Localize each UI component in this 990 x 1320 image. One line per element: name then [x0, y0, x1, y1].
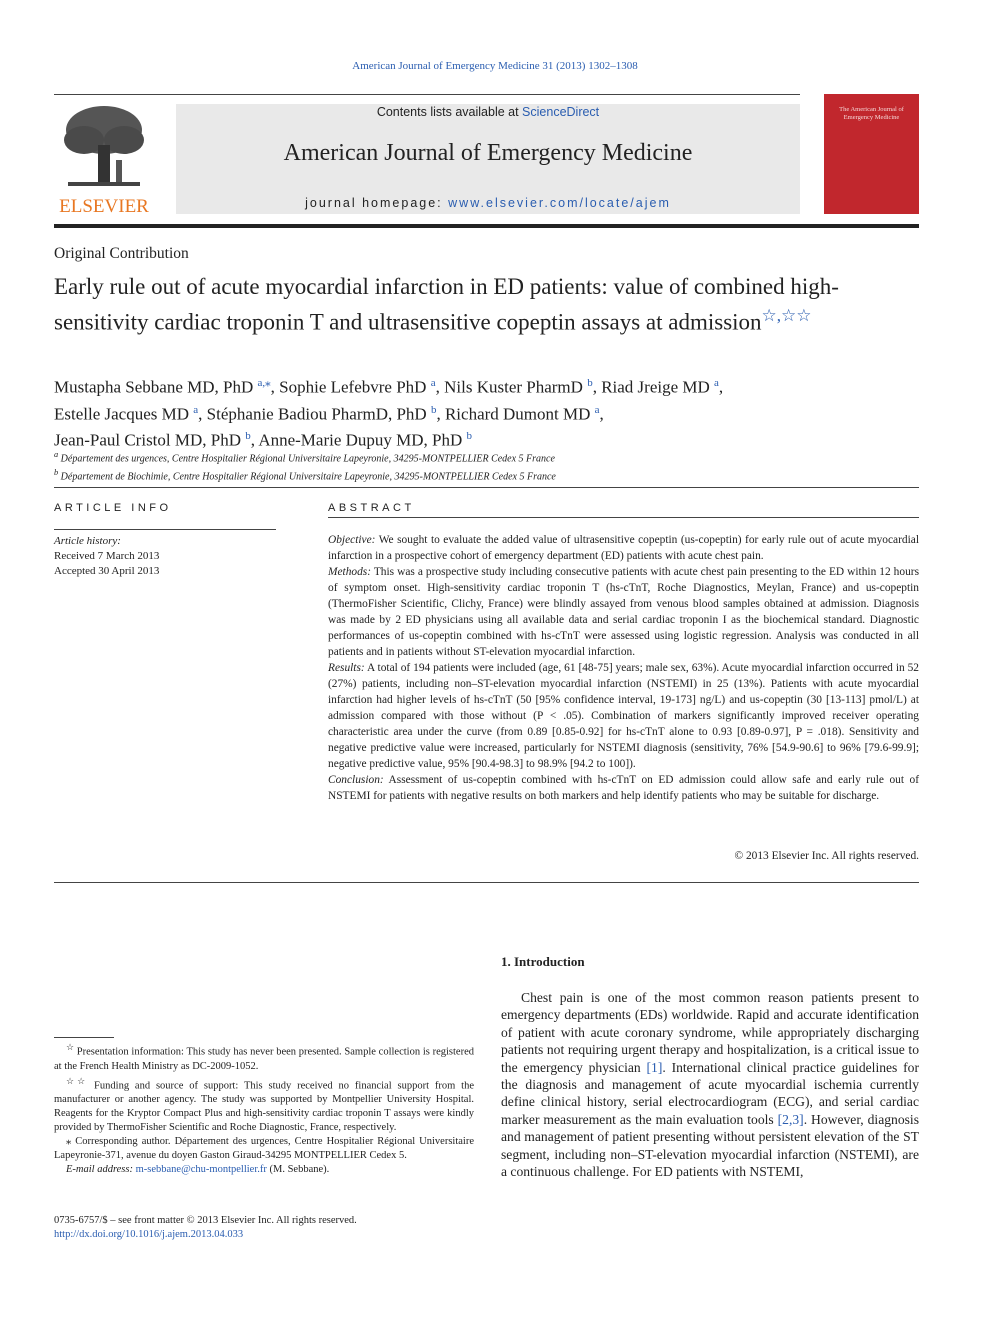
author-affiliation-mark[interactable]: b [466, 430, 473, 443]
affiliation-b: $^b$ Département de Biochimie, Centre Hospitalier Régional Universitaire Lapeyronie, 34295-MONTPELLIER Cedex 5 France [54, 468, 556, 483]
elsevier-wordmark: ELSEVIER [59, 196, 149, 216]
author-separator: , [270, 377, 280, 397]
article-title: Early rule out of acute myocardial infarction in ED patients: value of combined high-sensitivity cardiac troponin T and ultrasensitive copeptin assays at admission☆,☆☆ [54, 274, 839, 335]
header-top-rule [54, 94, 800, 95]
sciencedirect-link[interactable]: ScienceDirect [522, 105, 600, 119]
footnote-rule [54, 1037, 114, 1038]
section-type: Original Contribution [54, 245, 189, 262]
journal-cover-thumbnail [824, 94, 919, 214]
footnote-funding: ☆☆ Funding and source of support: This study received no financial support from the manufacturer or another agency. The study was supported by Montpellier University Hospital. Reagents for the Kryptor Compact Plus and high-sensitivity cardiac troponin T assays were kindly provided by ThermoFisher Scientific and Roche Diagnostic, France, respectively. [54, 1075, 474, 1133]
author-list [54, 372, 924, 452]
front-matter [54, 1214, 357, 1242]
author-affiliation-mark[interactable]: a [430, 377, 436, 389]
author-name: Jean-Paul Cristol MD, PhD [54, 430, 241, 450]
author-separator: , [250, 430, 259, 450]
author-separator: , [599, 404, 604, 424]
article-info-heading: ARTICLE INFO [54, 502, 172, 514]
affiliation-a: $^a$ Département des urgences, Centre Hospitalier Régional Universitaire Lapeyronie, 34295-MONTPELLIER Cedex 5 France [54, 450, 555, 465]
journal-name: American Journal of Emergency Medicine [283, 140, 693, 166]
author-separator: , [198, 404, 207, 424]
email-link[interactable]: m-sebbane@chu-montpellier.fr [135, 1164, 267, 1175]
contents-line: Contents lists available at ScienceDirect [376, 105, 600, 119]
author-affiliation-mark[interactable]: a [714, 377, 719, 389]
elsevier-logo [54, 100, 154, 216]
journal-homepage-link[interactable]: www.elsevier.com/locate/ajem [448, 196, 671, 210]
abstract-copyright: © 2013 Elsevier Inc. All rights reserved. [734, 850, 919, 862]
article-history [54, 534, 159, 579]
abstract-heading: ABSTRACT [328, 502, 415, 514]
abstract-bottom-rule [54, 882, 919, 883]
abstract-methods: Methods: This was a prospective study including consecutive patients with acute chest pain presenting to the ED within 12 hours of symptom onset. High-sensitivity cardiac troponin T (hs-cTnT, Roche Diagnostics, Meylan, France) and us-copeptin (ThermoFisher Scientific, Clichy, France) were blindly assayed from venous blood samples obtained at admission. Diagnosis was made by 2 ED physicians using all available data and serial cardiac troponin I as the biochemical standard. Diagnostic performances of us-copeptin combined with hs-cTnT were assessed using logistic regression. Analysis was conducted in all patients and in patients without ST-elevation myocardial infarction. [328, 566, 919, 658]
affiliation-rule [54, 487, 919, 488]
author-affiliation-mark[interactable]: a [193, 403, 199, 416]
author-name: Anne-Marie Dupuy MD, PhD [258, 430, 463, 450]
author-affiliation-mark[interactable]: b [430, 403, 437, 416]
title-footnote-marks[interactable]: ☆,☆☆ [761, 305, 812, 325]
issn-line: 0735-6757/$ – see front matter © 2013 Elsevier Inc. All rights reserved. [54, 1215, 357, 1226]
abstract-results: Results: A total of 194 patients were included (age, 61 [48-75] years; male sex, 63%). Acute myocardial infarction occurred in 52 (27%) patients, including non–ST-elevation myocardial infarction (NSTEMI) in 25 (13%). Patients with acute myocardial infarction had higher levels of hs-cTnT (50 [95% confidence interval, 19-173] ng/L) and us-copeptin (30 [13-113] pmol/L) at admission compared with those without (P < .05). Combination of markers significantly improved receiver operating characteristic area under the curve (from 0.89 [0.85-0.92] for hs-cTnT alone to 0.93 [0.89-0.97], P = .018). Sensitivity and negative predictive value were increased, particularly for NSTEMI diagnosis (sensitivity, 76% [54.9-90.6] to 96% [79.6-99.9]; negative predictive value, 95% [90.4-98.3] to 98.9% [94.2 to 100]). [328, 662, 919, 770]
abstract-conclusion: Conclusion: Assessment of us-copeptin combined with hs-cTnT on ED admission could allow safe and early rule out of NSTEMI for patients with negative results on both markers and help identify patients who may be suitable for discharge. [328, 774, 919, 802]
author-name: Sophie Lefebvre PhD [279, 377, 427, 397]
history-label: Article history: [54, 535, 121, 547]
author-name: Nils Kuster PharmD [444, 377, 583, 397]
author-affiliation-mark[interactable]: a [594, 403, 600, 416]
abstract-objective: Objective: We sought to evaluate the added value of ultrasensitive copeptin (us-copeptin) for early rule out of acute myocardial infarction in a prospective cohort of emergency department (ED) patients with acute chest pain. [328, 534, 919, 562]
homepage-line: journal homepage: www.elsevier.com/locate/ajem [305, 196, 671, 210]
header-thick-rule [54, 224, 919, 228]
author-name: Mustapha Sebbane MD, PhD [54, 377, 254, 397]
footnote-email: E-mail address: m-sebbane@chu-montpellier.fr (M. Sebbane). [66, 1164, 330, 1175]
reference-link[interactable]: [2,3] [777, 1111, 804, 1127]
footnote-presentation: ☆ Presentation information: This study has never been presented. Sample collection is registered at the French Health Ministry as DC-2009-1052. [54, 1042, 474, 1072]
abstract-body [328, 532, 919, 804]
author-affiliation-mark[interactable]: a,⁎ [257, 377, 271, 389]
author-name: Stéphanie Badiou PharmD, PhD [206, 404, 427, 424]
introduction-body: Chest pain is one of the most common reason patients present to emergency departments (EDs) worldwide. Rapid and accurate identification of patient with acute coronary syndrome, while appropriately discharging patients not requiring urgent therapy and hospitalization, is a critical issue to the emergency physician [1]. International clinical practice guidelines for the diagnosis and management of acute myocardial ischemia currently define clinical history, serial electrocardiogram (ECG), and serial cardiac marker measurement as the main evaluation tools [2,3]. However, diagnosis and management of patient presenting without persistent elevation of the ST segment, including non–ST-elevation myocardial infarction (NSTEMI), are a continuous challenge. For ED patients with NSTEMI, [501, 990, 919, 1180]
author-separator: , [436, 404, 445, 424]
reference-link[interactable]: [1] [646, 1059, 663, 1075]
author-affiliation-mark[interactable]: b [587, 377, 593, 389]
author-affiliation-mark[interactable]: b [245, 430, 251, 443]
author-name: Estelle Jacques MD [54, 404, 190, 424]
footnotes [54, 1040, 474, 1177]
introduction-heading: 1. Introduction [501, 954, 585, 969]
author-separator: , [435, 377, 445, 397]
accepted-date: Accepted 30 April 2013 [54, 565, 160, 577]
author-separator: , [592, 377, 602, 397]
affiliations [54, 448, 924, 485]
received-date: Received 7 March 2013 [54, 550, 160, 562]
doi-link[interactable]: http://dx.doi.org/10.1016/j.ajem.2013.04.033 [54, 1229, 244, 1240]
article-info-rule [54, 529, 276, 530]
cover-title: The American Journal of Emergency Medicine [839, 106, 904, 121]
author-separator: , [718, 377, 724, 397]
abstract-rule [328, 517, 919, 518]
author-name: Richard Dumont MD [444, 404, 591, 424]
footnote-corresponding: ⁎ Corresponding author. Département des urgences, Centre Hospitalier Régional Universitaire Lapeyronie-371, avenue du doyen Gaston Giraud-34295 MONTPELLIER Cedex 5. [54, 1136, 474, 1161]
journal-citation[interactable]: American Journal of Emergency Medicine 31 (2013) 1302–1308 [352, 60, 638, 72]
author-name: Riad Jreige MD [601, 377, 710, 397]
